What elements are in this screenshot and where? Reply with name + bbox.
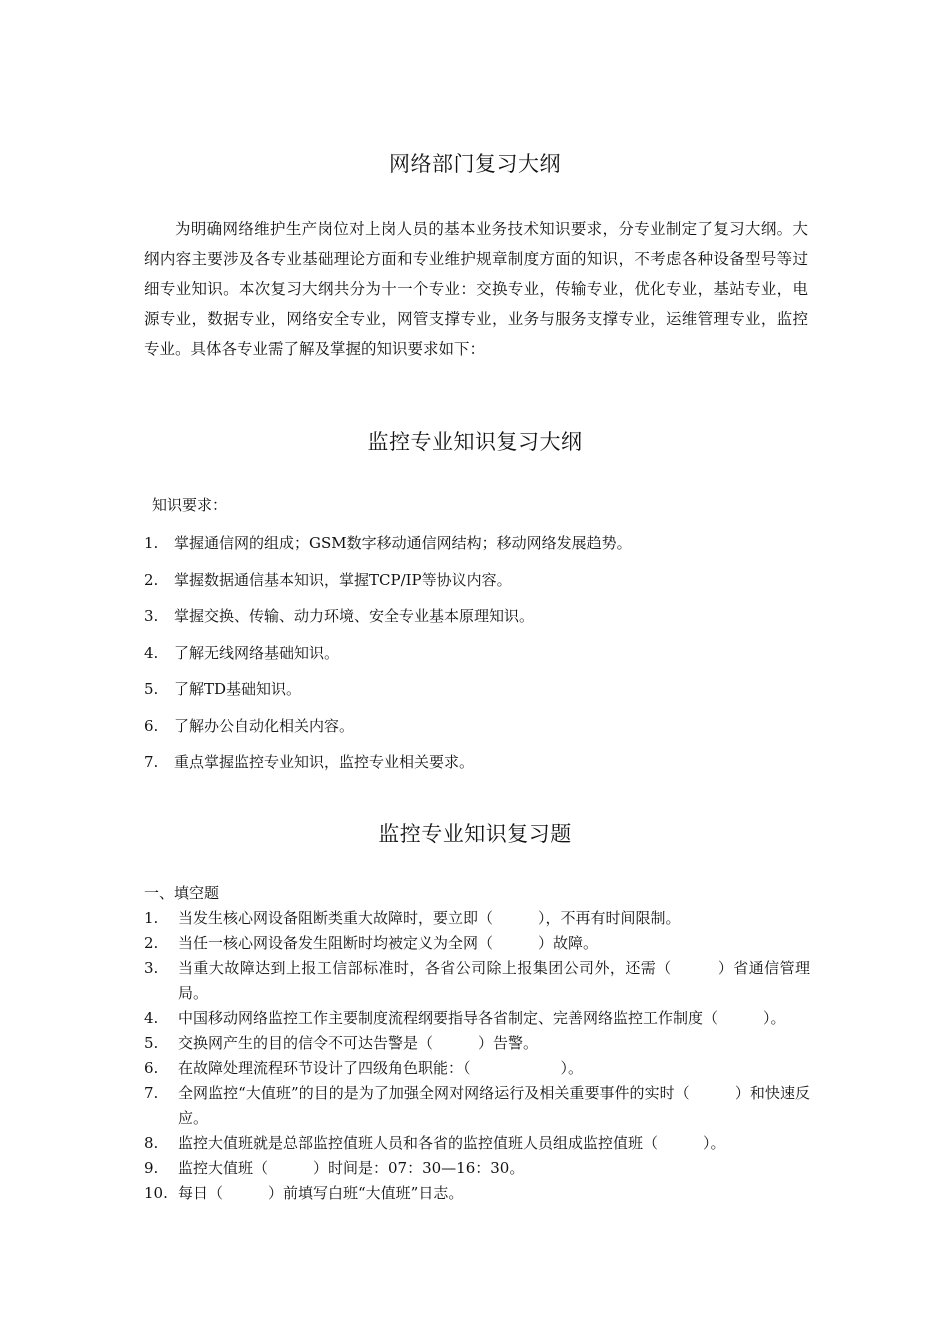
requirement-text: 重点掌握监控专业知识，监控专业相关要求。	[174, 753, 475, 771]
question-item	[144, 1081, 810, 1131]
question-item	[144, 1031, 810, 1056]
question-item	[144, 1181, 810, 1206]
question-item	[144, 956, 810, 1006]
requirement-item	[144, 532, 824, 569]
requirement-item	[144, 605, 824, 642]
question-number: 1.	[144, 909, 159, 927]
requirement-text: 掌握交换、传输、动力环境、安全专业基本原理知识。	[174, 607, 535, 625]
requirement-text: 掌握通信网的组成；GSM数字移动通信网结构；移动网络发展趋势。	[174, 534, 632, 552]
question-item	[144, 1056, 810, 1081]
requirement-number: 3.	[144, 607, 159, 625]
questions-list	[144, 906, 810, 1206]
requirement-item	[144, 715, 824, 752]
main-title: 网络部门复习大纲	[389, 152, 561, 176]
question-number: 5.	[144, 1034, 159, 1052]
question-item	[144, 1131, 810, 1156]
questions-title: 监控专业知识复习题	[378, 822, 572, 846]
requirement-number: 2.	[144, 570, 159, 589]
question-item	[144, 1006, 810, 1031]
question-number: 7.	[144, 1084, 159, 1102]
question-text: 全网监控“大值班”的目的是为了加强全网对网络运行及相关重要事件的实时（ ）和快速反应。	[178, 1084, 810, 1127]
requirement-item	[144, 642, 824, 679]
question-number: 6.	[144, 1059, 159, 1077]
question-number: 4.	[144, 1009, 159, 1027]
question-number: 3.	[144, 959, 159, 977]
question-number: 8.	[144, 1134, 159, 1152]
requirement-number: 1.	[144, 534, 159, 552]
question-text: 监控大值班就是总部监控值班人员和各省的监控值班人员组成监控值班（ ）。	[178, 1134, 726, 1152]
requirement-text: 掌握数据通信基本知识，掌握TCP/IP等协议内容。	[174, 570, 512, 589]
requirement-number: 6.	[144, 716, 159, 735]
requirement-item	[144, 751, 824, 788]
question-text: 当发生核心网设备阻断类重大故障时，要立即（ ），不再有时间限制。	[178, 909, 681, 927]
question-item	[144, 931, 810, 956]
question-text: 当重大故障达到上报工信部标准时，各省公司除上报集团公司外，还需（ ）省通信管理局。	[178, 959, 810, 1002]
requirements-list	[144, 532, 824, 788]
question-text: 每日（ ）前填写白班“大值班”日志。	[178, 1184, 464, 1202]
outline-title: 监控专业知识复习大纲	[367, 430, 583, 454]
requirement-number: 4.	[144, 643, 159, 662]
requirement-text: 了解无线网络基础知识。	[174, 643, 340, 662]
question-text: 当任一核心网设备发生阻断时均被定义为全网（ ）故障。	[178, 934, 599, 952]
question-item	[144, 1156, 810, 1181]
requirements-label: 知识要求：	[152, 496, 228, 514]
question-text: 交换网产生的目的信令不可达告警是（ ）告警。	[178, 1034, 539, 1052]
question-item	[144, 906, 810, 931]
question-text: 在故障处理流程环节设计了四级角色职能：（ ）。	[178, 1059, 584, 1077]
intro-paragraph: 为明确网络维护生产岗位对上岗人员的基本业务技术知识要求，分专业制定了复习大纲。大纲内容主要涉及各专业基础理论方面和专业维护规章制度方面的知识，不考虑各种设备型号等过细专业知识。本次复习大纲共分为十一个专业：交换专业，传输专业，优化专业，基站专业，电源专业，数据专业，网络安全专业，网管支撑专业，业务与服务支撑专业，运维管理专业，监控专业。具体各专业需了解及掌握的知识要求如下：	[144, 220, 808, 358]
question-text: 中国移动网络监控工作主要制度流程纲要指导各省制定、完善网络监控工作制度（ ）。	[178, 1009, 786, 1027]
question-number: 2.	[144, 934, 159, 952]
requirement-number: 5.	[144, 680, 159, 698]
requirement-text: 了解办公自动化相关内容。	[174, 716, 355, 735]
requirement-item	[144, 569, 824, 606]
requirement-number: 7.	[144, 753, 159, 771]
fill-blank-label: 一、填空题	[144, 884, 220, 902]
requirement-text: 了解TD基础知识。	[174, 680, 302, 698]
requirement-item	[144, 678, 824, 715]
question-text: 监控大值班（ ）时间是：07：30—16：30。	[178, 1159, 525, 1177]
question-number: 9.	[144, 1159, 159, 1177]
question-number: 10.	[144, 1184, 168, 1202]
